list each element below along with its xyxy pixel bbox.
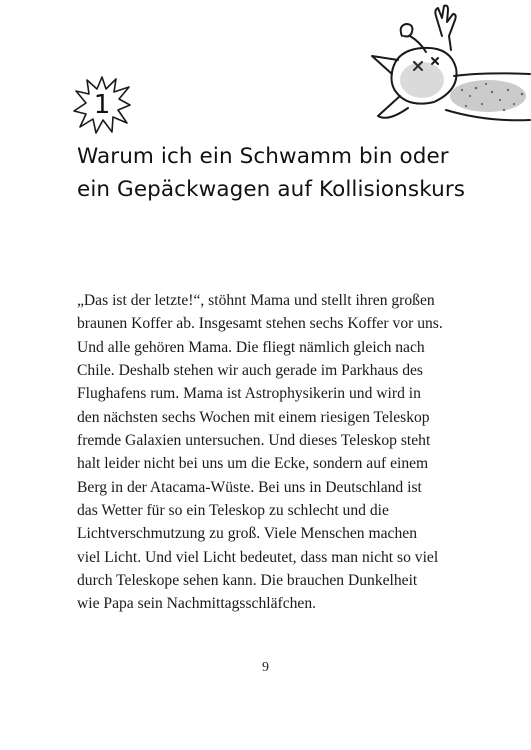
text-line: Flughafens rum. Mama ist Astrophysikerin und wird in: [77, 385, 421, 403]
creature-illustration: [362, 0, 531, 150]
body-paragraph: [77, 289, 497, 616]
text-line: Chile. Deshalb stehen wir auch gerade im Parkhaus des: [77, 362, 423, 380]
text-line: halt leider nicht bei uns um die Ecke, sondern auf einem: [77, 455, 429, 473]
text-line: den nächsten sechs Wochen mit einem riesigen Teleskop: [77, 408, 430, 426]
text-line: fremde Galaxien untersuchen. Und dieses Teleskop steht: [77, 432, 431, 450]
arm: [435, 6, 455, 51]
chapter-number: 1: [93, 90, 111, 120]
chapter-title-line: ein Gepäckwagen auf Kollisionskurs: [77, 177, 466, 202]
text-line: braunen Koffer ab. Insgesamt stehen sechs Koffer vor uns.: [77, 315, 443, 333]
antenna: [401, 24, 413, 37]
text-line: viel Licht. Und viel Licht bedeutet, dass man nicht so viel: [77, 548, 439, 566]
text-line: „Das ist der letzte!“, stöhnt Mama und stellt ihren großen: [77, 292, 435, 309]
chapter-title-line: Warum ich ein Schwamm bin oder: [77, 144, 449, 169]
page-number: 9: [262, 660, 269, 675]
chapter-title: [77, 140, 477, 206]
text-line: Berg in der Atacama-Wüste. Bei uns in Deutschland ist: [77, 478, 422, 496]
text-line: Und alle gehören Mama. Die fliegt nämlich gleich nach: [77, 338, 425, 356]
body: [454, 73, 530, 76]
text-line: das Wetter für so ein Teleskop zu schlecht und die: [77, 502, 389, 520]
text-line: Lichtverschmutzung zu groß. Viele Menschen machen: [77, 525, 417, 543]
text-line: durch Teleskope sehen kann. Die brauchen Dunkelheit: [77, 572, 418, 590]
text-line: wie Papa sein Nachmittagsschläfchen.: [77, 595, 317, 613]
